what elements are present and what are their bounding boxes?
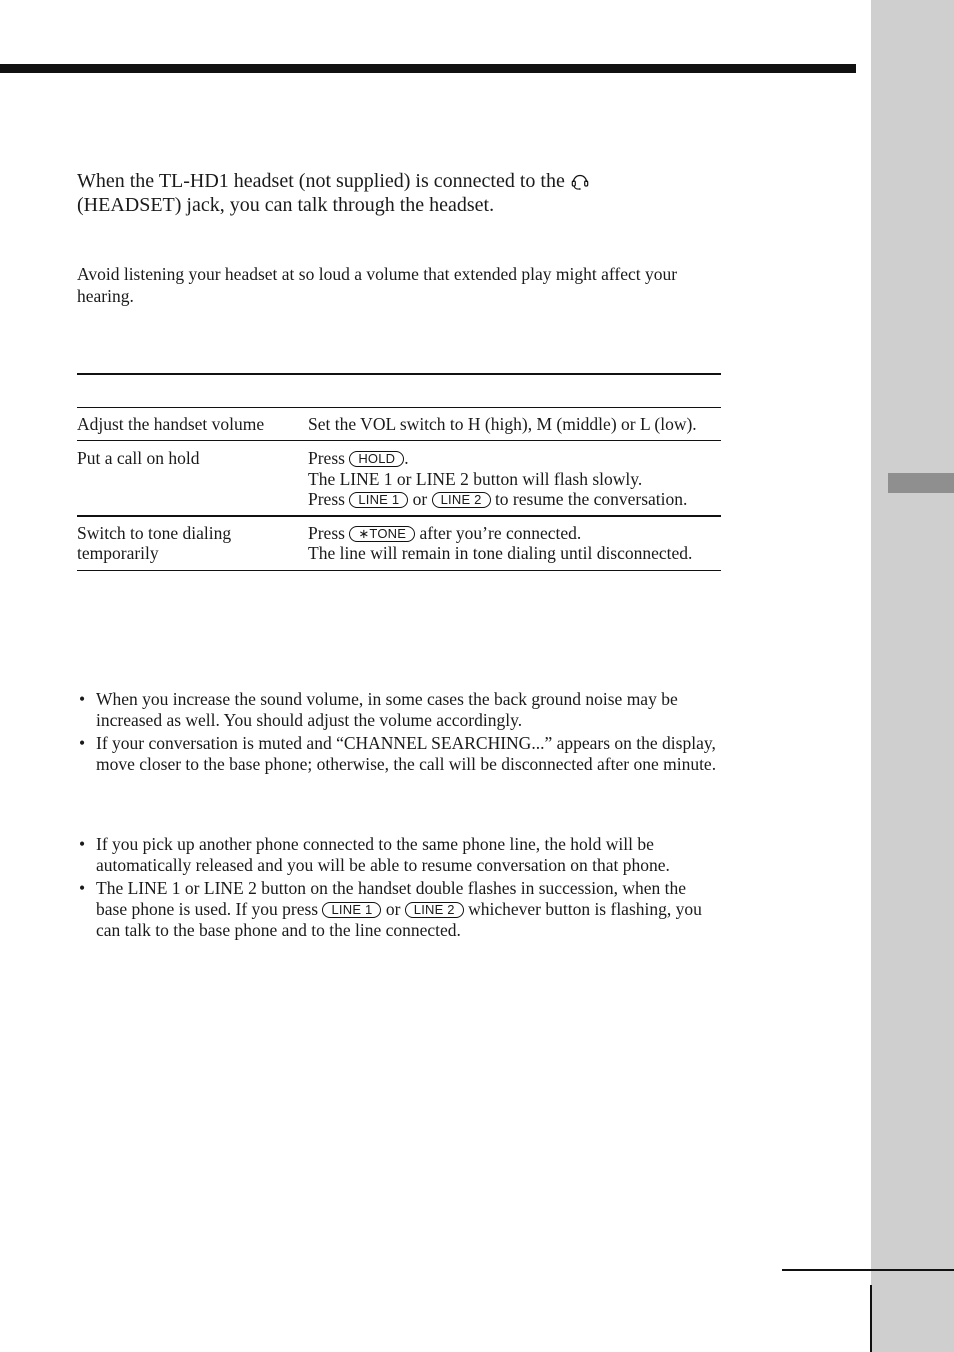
- list-item: • If your conversation is muted and “CHANNEL SEARCHING...” appears on the display, move closer to the base phone; otherwise, the call will be disconnected after one minute.: [77, 733, 721, 774]
- operations-table: [77, 373, 721, 571]
- line2-key: LINE 2: [405, 902, 464, 918]
- period: .: [404, 448, 409, 469]
- intro-paragraph: [77, 169, 717, 217]
- tone-key: ∗TONE: [349, 526, 415, 542]
- intro-text-1: When the TL-HD1 headset (not supplied) is connected to the: [77, 170, 565, 192]
- connected-text: after you’re connected.: [419, 523, 582, 544]
- side-tab: [871, 0, 954, 1352]
- top-rule: [0, 64, 856, 73]
- corner-rule-horizontal: [782, 1269, 954, 1271]
- hold-notes-list: [77, 834, 721, 944]
- table-row: [77, 517, 721, 570]
- line1-key: LINE 1: [349, 492, 408, 508]
- list-item: • If you pick up another phone connected to the same phone line, the hold will be automatically released and you will be able to resume conversation on that phone.: [77, 834, 721, 875]
- row-description: [308, 448, 721, 509]
- table-header: [77, 375, 721, 407]
- press-word: Press: [308, 488, 345, 509]
- note-text: whichever button is flashing, you can talk to the base phone and to the line connected.: [96, 899, 702, 940]
- list-item: • When you increase the sound volume, in some cases the back ground noise may be increased as well. You should adjust the volume accordingly.: [77, 689, 721, 730]
- table-bottom-rule: [77, 570, 721, 571]
- or-word: or: [412, 488, 428, 509]
- row-description: Set the VOL switch to H (high), M (middle) or L (low).: [308, 414, 697, 434]
- corner-rule-vertical: [870, 1285, 872, 1352]
- caution-text: Avoid listening your headset at so loud a volume that extended play might affect your hearing.: [77, 264, 678, 306]
- table-row: [77, 408, 721, 440]
- or-word: or: [385, 899, 401, 920]
- hold-key: HOLD: [349, 451, 404, 467]
- tone-remain-text: The line will remain in tone dialing until disconnected.: [308, 543, 693, 564]
- intro-text-2: (HEADSET) jack, you can talk through the headset.: [77, 194, 495, 216]
- row-label: Adjust the handset volume: [77, 414, 265, 434]
- headset-icon: [570, 170, 590, 190]
- press-word: Press: [308, 448, 345, 469]
- resume-text: to resume the conversation.: [494, 488, 688, 509]
- row-label: Switch to tone dialing temporarily: [77, 523, 232, 564]
- table-row: [77, 441, 721, 515]
- notes-list: [77, 689, 721, 778]
- press-word: Press: [308, 523, 345, 544]
- line1-key: LINE 1: [322, 902, 381, 918]
- note-text: The LINE 1 or LINE 2 button on the handset double flashes in succession, when the base phone is used. If you press: [96, 878, 687, 920]
- line2-key: LINE 2: [432, 492, 491, 508]
- row-label: Put a call on hold: [77, 448, 200, 469]
- flash-text: The LINE 1 or LINE 2 button will flash slowly.: [308, 468, 643, 489]
- list-item: [77, 878, 721, 940]
- row-description: [308, 523, 721, 564]
- section-marker: [888, 473, 954, 493]
